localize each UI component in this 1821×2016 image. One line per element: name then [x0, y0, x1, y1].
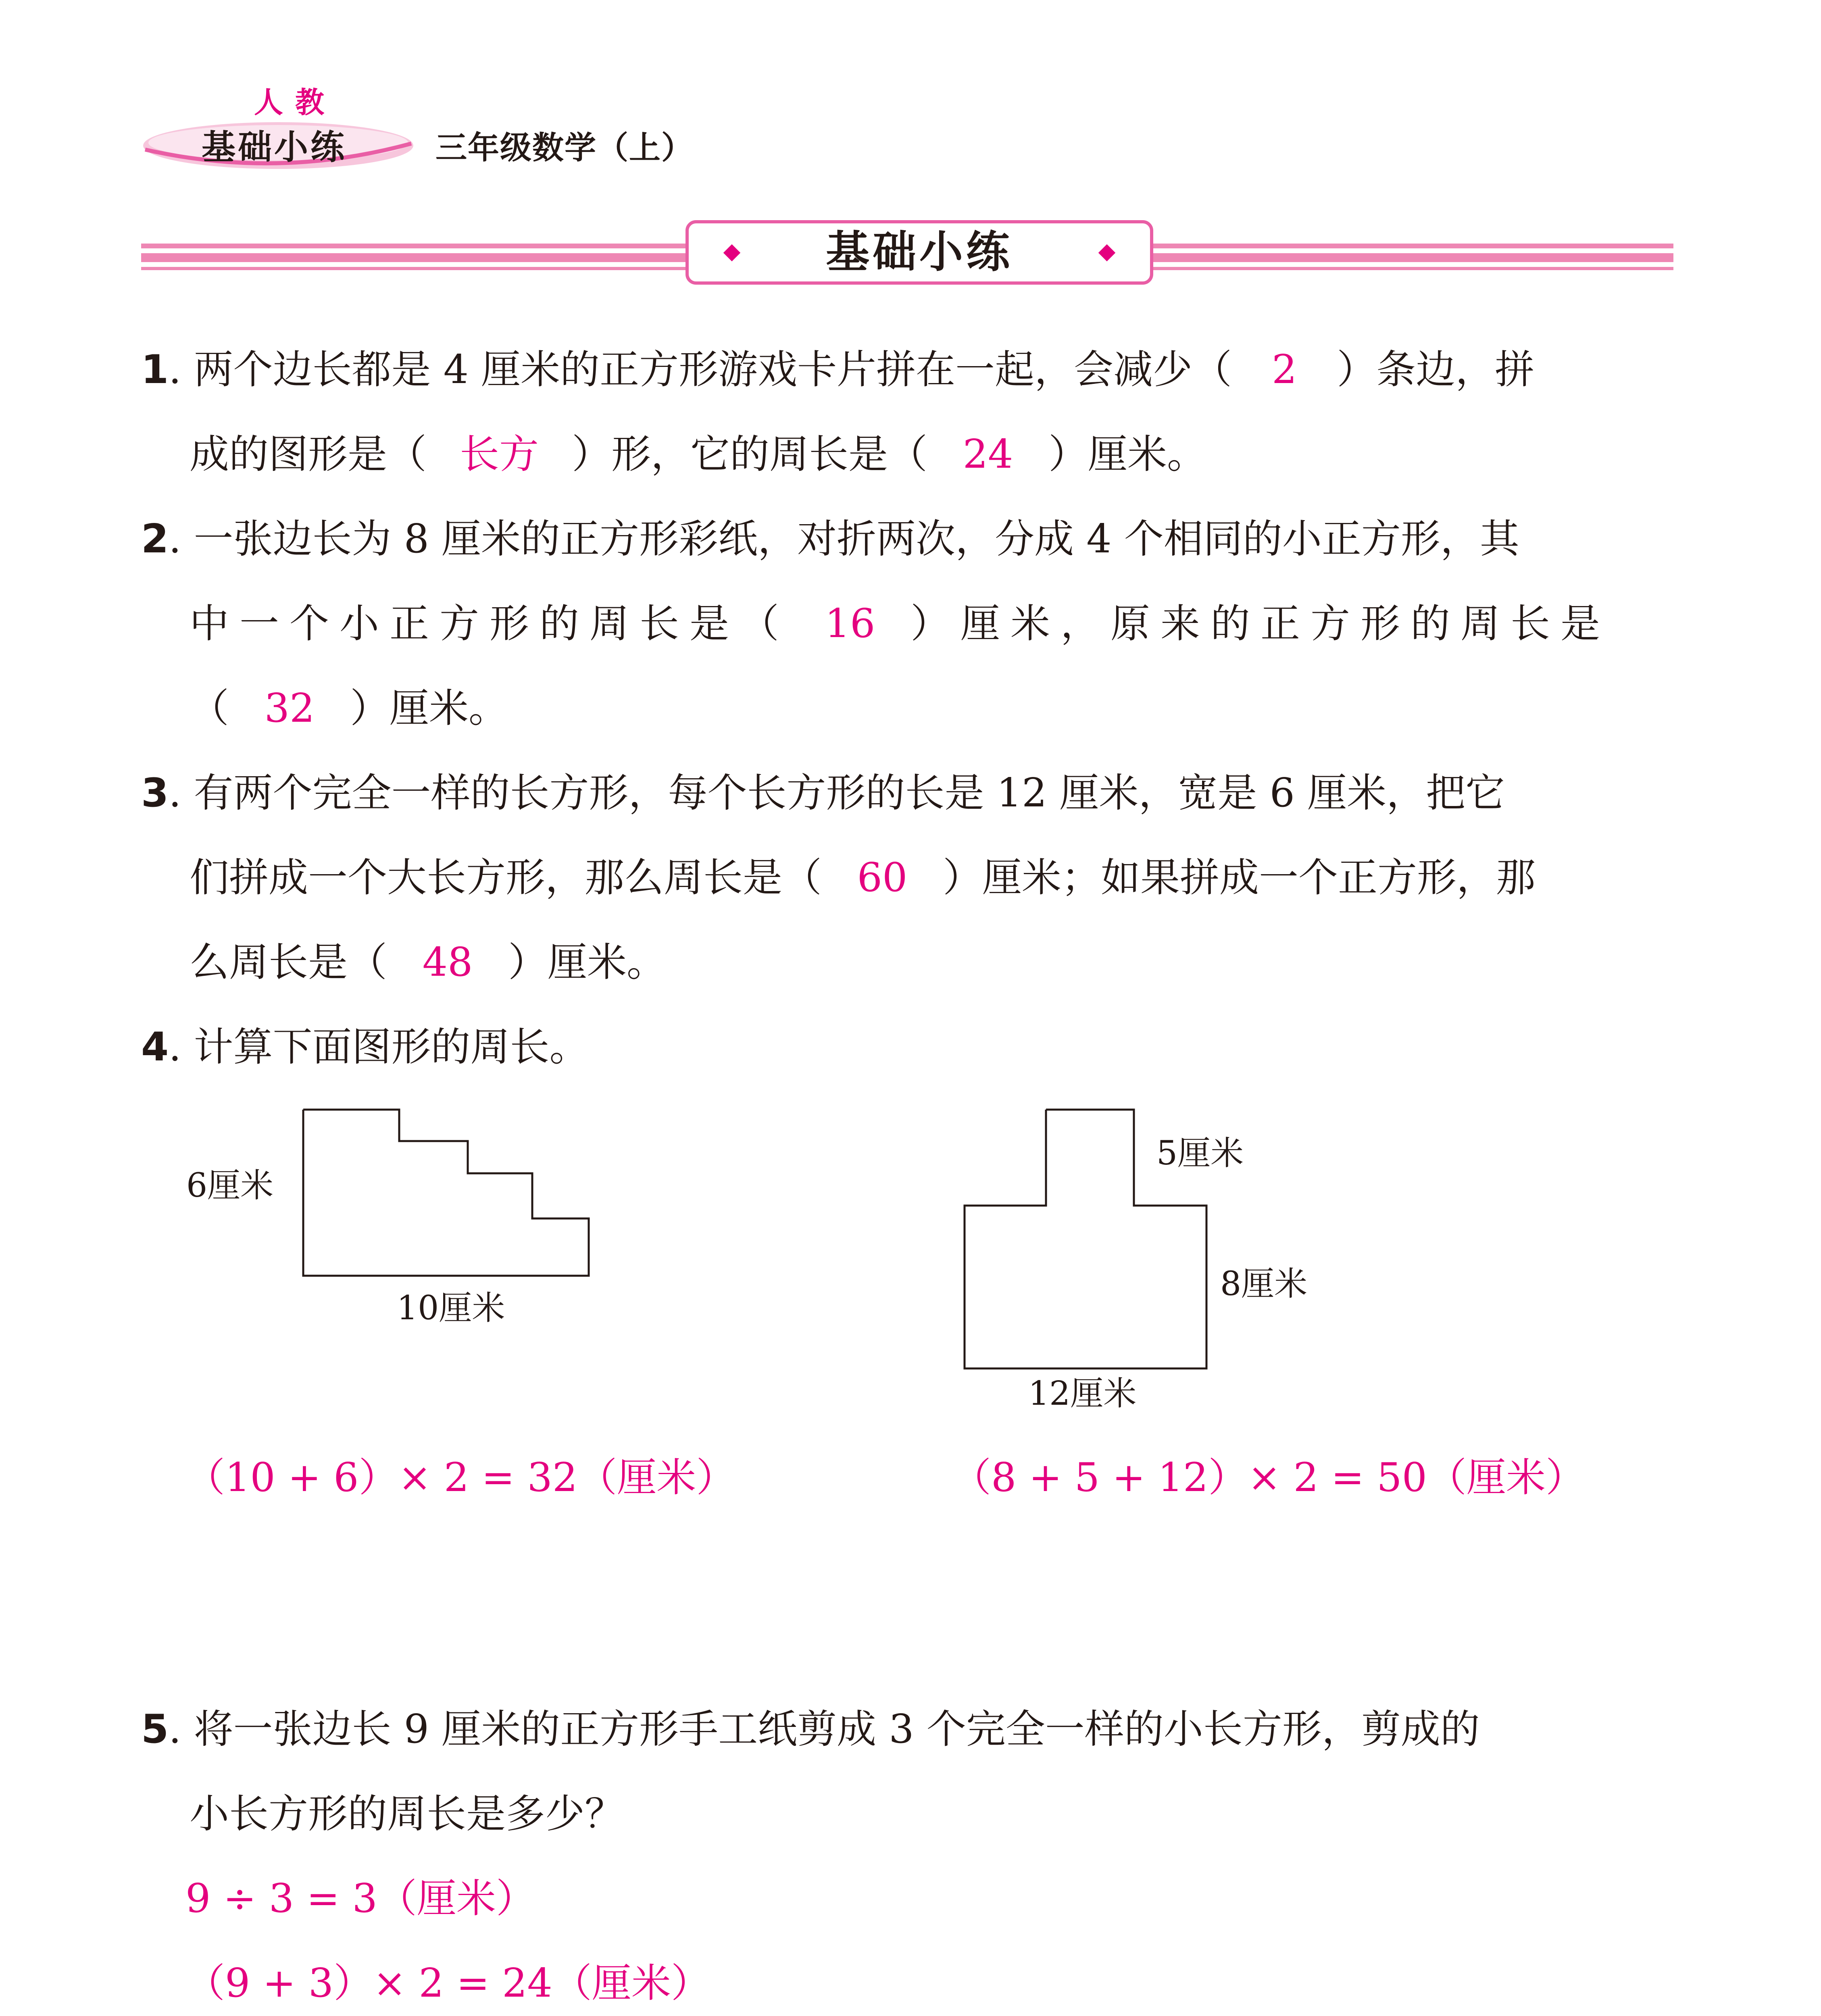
answer-blank: 2	[1271, 347, 1297, 393]
logo-title: 基础小练	[202, 127, 347, 167]
answer-blank: 16	[825, 601, 875, 647]
q2-line-2: 中一个小正方形的周长是（ 16 ）厘米，原来的正方形的周长是	[190, 601, 1611, 647]
q4-line-1: 4. 计算下面图形的周长。	[141, 1024, 589, 1070]
header-subtitle: 三年级数学（上）	[435, 130, 694, 166]
q2-line-1: 2. 一张边长为 8 厘米的正方形彩纸，对折两次，分成 4 个相同的小正方形，其	[141, 516, 1519, 562]
fig1-height-label: 6厘米	[186, 1166, 274, 1205]
question-number: 5	[141, 1706, 169, 1752]
staircase-figure	[298, 1105, 597, 1286]
logo-publisher: 人教	[254, 85, 337, 119]
q5-line-1: 5. 将一张边长 9 厘米的正方形手工纸剪成 3 个完全一样的小长方形，剪成的	[141, 1706, 1480, 1752]
answer-blank: 长方	[460, 431, 539, 477]
fig2-side-label: 8厘米	[1220, 1265, 1308, 1303]
answer-blank: 48	[422, 939, 473, 985]
fig1-width-label: 10厘米	[397, 1289, 505, 1327]
question-number: 2	[141, 516, 169, 562]
section-title: 基础小练	[825, 227, 1013, 277]
q5-line-2: 小长方形的周长是多少？	[190, 1791, 625, 1837]
q5-answer-step-1: 9 ÷ 3 = 3（厘米）	[185, 1876, 535, 1922]
q3-line-2: 们拼成一个大长方形，那么周长是（ 60 ）厘米；如果拼成一个正方形，那	[190, 855, 1536, 901]
question-number: 4	[141, 1024, 169, 1070]
q5-answer-step-2: （9 + 3）× 2 = 24（厘米）	[185, 1960, 710, 2006]
q3-line-3: 么周长是（ 48 ）厘米。	[190, 939, 667, 985]
fig2-answer: （8 + 5 + 12）× 2 = 50（厘米）	[952, 1455, 1585, 1501]
fig1-answer: （10 + 6）× 2 = 32（厘米）	[185, 1455, 736, 1501]
question-number: 1	[141, 347, 169, 393]
q1-line-2: 成的图形是（ 长方 ）形，它的周长是（ 24 ）厘米。	[190, 431, 1207, 477]
q2-line-3: （ 32 ）厘米。	[190, 685, 508, 731]
fig2-top-label: 5厘米	[1156, 1134, 1244, 1173]
q1-line-1: 1. 两个边长都是 4 厘米的正方形游戏卡片拼在一起，会减少（ 2 ）条边，拼	[141, 347, 1535, 393]
answer-blank: 60	[857, 855, 908, 901]
fig2-width-label: 12厘米	[1028, 1375, 1137, 1413]
answer-blank: 32	[264, 685, 315, 731]
question-number: 3	[141, 770, 169, 816]
answer-blank: 24	[963, 431, 1013, 477]
q3-line-1: 3. 有两个完全一样的长方形，每个长方形的长是 12 厘米，宽是 6 厘米，把它	[141, 770, 1505, 816]
